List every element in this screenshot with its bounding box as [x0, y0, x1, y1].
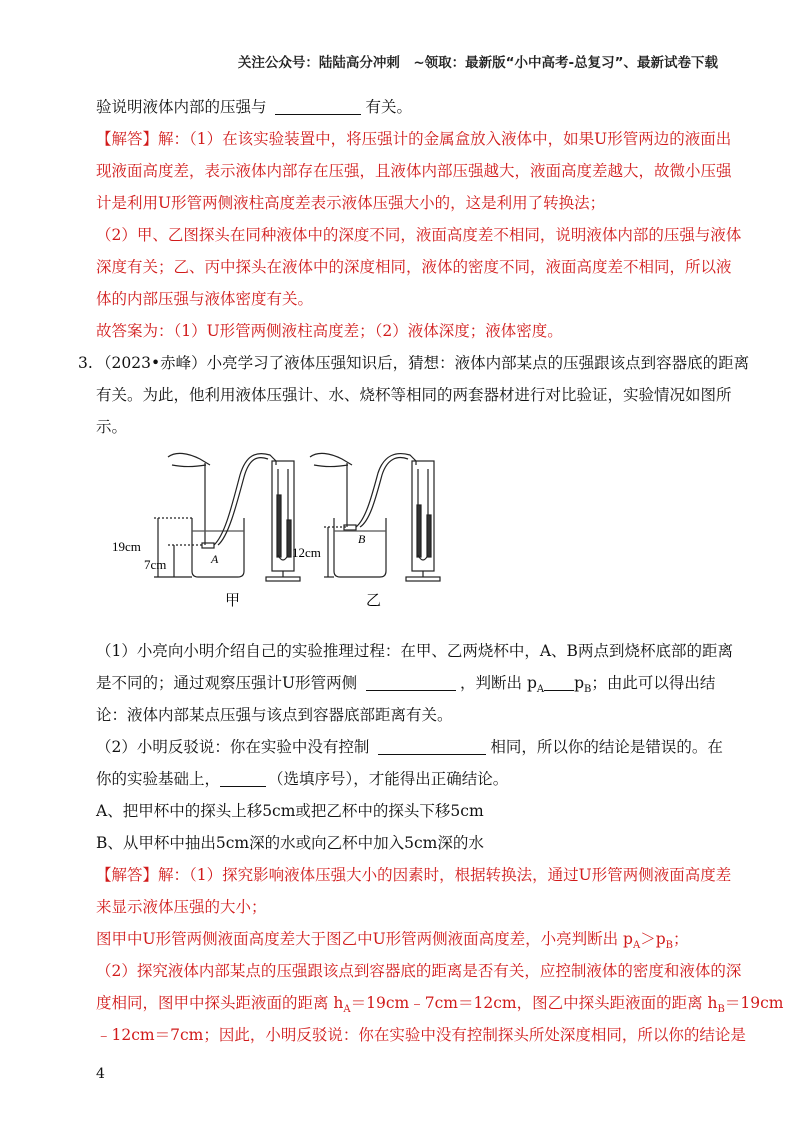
answer-text: ； — [673, 930, 689, 948]
q3-part1-line-2 — [96, 667, 716, 699]
q3-part1-p: p — [574, 674, 585, 692]
q3-stem-line-3: 示。 — [96, 418, 128, 436]
point-b-label: B — [358, 532, 366, 546]
subscript-b: B — [584, 684, 592, 696]
q3-part2-end2: （选填序号），才能得出正确结论。 — [268, 770, 509, 788]
q3-part1-text: 是不同的；通过观察压强计U形管两侧 — [96, 674, 358, 692]
q3-stem-text: （2023•赤峰）小亮学习了液体压强知识后，猜想：液体内部某点的压强跟该点到容器底的距离 — [96, 354, 750, 372]
pressure-gauge-diagram — [110, 445, 530, 633]
hand-left-icon — [168, 453, 210, 465]
q2-final-answer: 故答案为：（1）U形管两侧液柱高度差；（2）液体深度；液体密度。 — [96, 322, 563, 340]
q2-answer-line-5: 深度有关；乙、丙中探头在液体中的深度相同，液体的密度不同，液面高度差不相同，所以液 — [96, 258, 732, 276]
answer-text: ＝19cm﹣7cm＝12cm，图乙中探头距液面的距离 h — [350, 994, 718, 1012]
q3-part1-line-1: （1）小亮向小明介绍自己的实验推理过程：在甲、乙两烧杯中，A、B两点到烧杯底部的距离 — [96, 642, 733, 660]
page-header: 关注公众号：陆陆高分冲刺 ~领取：最新版“小中高考-总复习”、最新试卷下载 — [237, 55, 718, 71]
q3-part2-text: （2）小明反驳说：你在实验中没有控制 — [96, 738, 370, 756]
answer-text: 图甲中U形管两侧液面高度差大于图乙中U形管两侧液面高度差，小亮判断出 p — [96, 930, 633, 948]
q3-part2-line-2 — [96, 763, 712, 795]
q2-answer-line-4: （2）甲、乙图探头在同种液体中的深度不同，液面高度差不相同，说明液体内部的压强与液体 — [96, 226, 742, 244]
q3-answer-line-1 — [96, 859, 732, 891]
answer-text: 解：（1）探究影响液体压强大小的因素时，根据转换法，通过U形管两侧液面高度差 — [158, 866, 732, 884]
q3-part1-line-3: 论：液体内部某点压强与该点到容器底部距离有关。 — [96, 706, 453, 724]
answer-blank — [220, 768, 266, 787]
q2-stem-text: 验说明液体内部的压强与 — [96, 98, 267, 116]
answer-text: ＝19cm — [724, 994, 784, 1012]
q2-answer-line-2: 现液面高度差，表示液体内部存在压强，且液体内部压强越大，液面高度差越大，故微小压强 — [96, 162, 732, 180]
answer-text: 度相同，图甲中探头距液面的距离 h — [96, 994, 344, 1012]
q2-answer-line-1 — [96, 123, 732, 155]
question-number: 3. — [78, 354, 93, 372]
hand-right-icon — [310, 453, 352, 465]
answer-blank — [544, 672, 574, 691]
option-a: A、把甲杯中的探头上移5cm或把乙杯中的探头下移5cm — [96, 802, 484, 820]
q2-last-stem-line — [96, 91, 712, 123]
answer-text: ＞p — [640, 930, 666, 948]
q3-part1-mid: ，判断出 p — [460, 674, 537, 692]
experiment-figure — [96, 445, 712, 635]
beaker-left — [192, 518, 244, 577]
q3-part2-end: 相同，所以你的结论是错误的。在 — [490, 738, 723, 756]
subscript-a: A — [632, 940, 641, 952]
q3-stem-line-2: 有关。为此，他利用液体压强计、水、烧杯等相同的两套器材进行对比验证，实验情况如图所 — [96, 386, 732, 404]
caption-yi: 乙 — [366, 591, 382, 609]
q3-answer-line-4: （2）探究液体内部某点的压强跟该点到容器底的距离是否有关，应控制液体的密度和液体的深 — [96, 962, 742, 980]
q3-answer-line-3 — [96, 923, 712, 955]
label-19cm: 19cm — [112, 539, 141, 554]
q3-part1-end: ；由此可以得出结 — [591, 674, 716, 692]
answer-text: 解：（1）在该实验装置中，将压强计的金属盒放入液体中，如果U形管两边的液面出 — [158, 130, 732, 148]
q3-part2-line-1 — [96, 731, 723, 763]
document-body — [78, 91, 784, 1051]
answer-label: 【解答】 — [96, 866, 159, 884]
q3-answer-line-2: 来显示液体压强的大小； — [96, 898, 267, 916]
option-b: B、从甲杯中抽出5cm深的水或向乙杯中加入5cm深的水 — [96, 834, 484, 852]
q3-part2-text2: 你的实验基础上， — [96, 770, 221, 788]
label-7cm: 7cm — [144, 557, 167, 572]
subscript-a: A — [536, 684, 545, 696]
answer-blank — [378, 736, 486, 755]
q3-stem-line-1 — [78, 347, 750, 379]
answer-label: 【解答】 — [96, 130, 159, 148]
page-number: 4 — [96, 1066, 105, 1082]
label-12cm: 12cm — [292, 545, 321, 560]
q2-stem-end: 有关。 — [365, 98, 412, 116]
q3-answer-line-6: ﹣12cm＝7cm；因此，小明反驳说：你在实验中没有控制探头所处深度相同，所以你的结论是 — [96, 1026, 746, 1044]
subscript-b: B — [717, 1004, 725, 1016]
subscript-b: B — [665, 940, 674, 952]
answer-blank — [275, 96, 361, 115]
q3-answer-line-5 — [96, 987, 784, 1019]
point-a-label: A — [211, 552, 219, 566]
answer-blank — [366, 672, 456, 691]
q2-answer-line-6: 体的内部压强与液体密度有关。 — [96, 290, 314, 308]
caption-jia: 甲 — [225, 591, 241, 609]
q2-answer-line-3: 计是利用U形管两侧液柱高度差表示液体压强大小的，这是利用了转换法； — [96, 194, 606, 212]
subscript-a: A — [343, 1004, 351, 1016]
